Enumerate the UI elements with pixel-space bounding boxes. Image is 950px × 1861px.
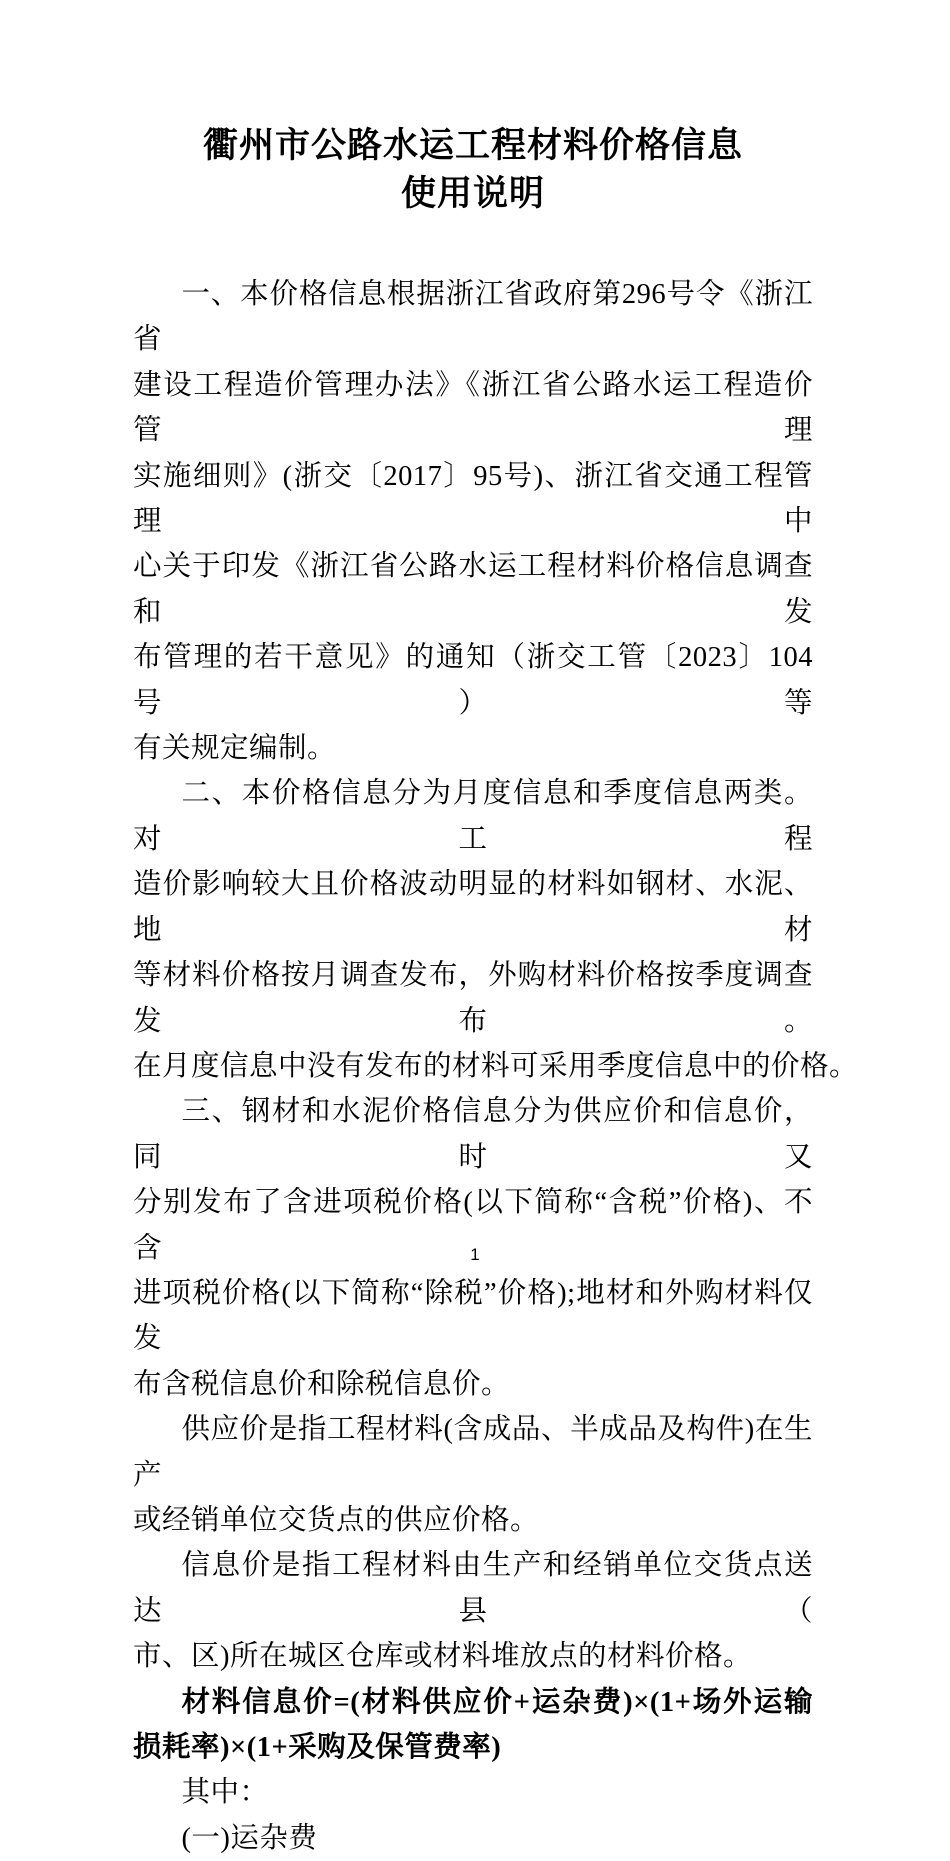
text-line: 有关规定编制。: [133, 733, 337, 765]
text-line: 进项税价格(以下简称“除税”价格);地材和外购材料仅发: [133, 1277, 813, 1355]
formula-line: 材料信息价=(材料供应价+运杂费)×(1+场外运输: [181, 1686, 813, 1718]
text-line: 心关于印发《浙江省公路水运工程材料价格信息调查和发: [133, 551, 813, 628]
text-line: 布含税信息价和除税信息价。: [133, 1368, 511, 1400]
page-number: 1: [470, 1245, 480, 1264]
text-line: 等材料价格按月调查发布，外购材料价格按季度调查发布。: [133, 960, 813, 1037]
text-line: 实施细则》(浙交〔2017〕95号)、浙江省交通工程管理中: [133, 460, 813, 538]
text-line: 供应价是指工程材料(含成品、半成品及构件)在生产: [133, 1414, 813, 1491]
text-line: 二、本价格信息分为月度信息和季度信息两类。对工程: [133, 778, 813, 855]
text-line: 分别发布了含进项税价格(以下简称“含税”价格)、不含: [133, 1187, 813, 1264]
document-body: [133, 272, 859, 1861]
page-title-line2: 使用说明: [400, 174, 545, 213]
text-line: 在月度信息中没有发布的材料可采用季度信息中的价格。: [133, 1050, 859, 1082]
text-line: 布管理的若干意见》的通知（浙交工管〔2023〕104号）等: [133, 642, 813, 719]
text-line: 或经销单位交货点的供应价格。: [133, 1504, 540, 1536]
text-line: 信息价是指工程材料由生产和经销单位交货点送达县（: [133, 1550, 813, 1627]
text-line: (一)运杂费: [181, 1822, 318, 1854]
text-line: 三、钢材和水泥价格信息分为供应价和信息价，同时又: [133, 1096, 813, 1173]
formula-line: 损耗率)×(1+采购及保管费率): [133, 1732, 502, 1763]
page-title: [133, 122, 813, 218]
text-line: 一、本价格信息根据浙江省政府第296号令《浙江省: [133, 279, 813, 356]
text-line: 造价影响较大且价格波动明显的材料如钢材、水泥、地材: [133, 869, 813, 946]
text-column: [133, 0, 859, 1861]
text-line: 建设工程造价管理办法》《浙江省公路水运工程造价管理: [133, 369, 813, 447]
page-title-line1: 衢州市公路水运工程材料价格信息: [202, 126, 743, 165]
text-line: 市、区)所在城区仓库或材料堆放点的材料价格。: [133, 1641, 752, 1673]
text-line: 其中：: [181, 1777, 269, 1809]
